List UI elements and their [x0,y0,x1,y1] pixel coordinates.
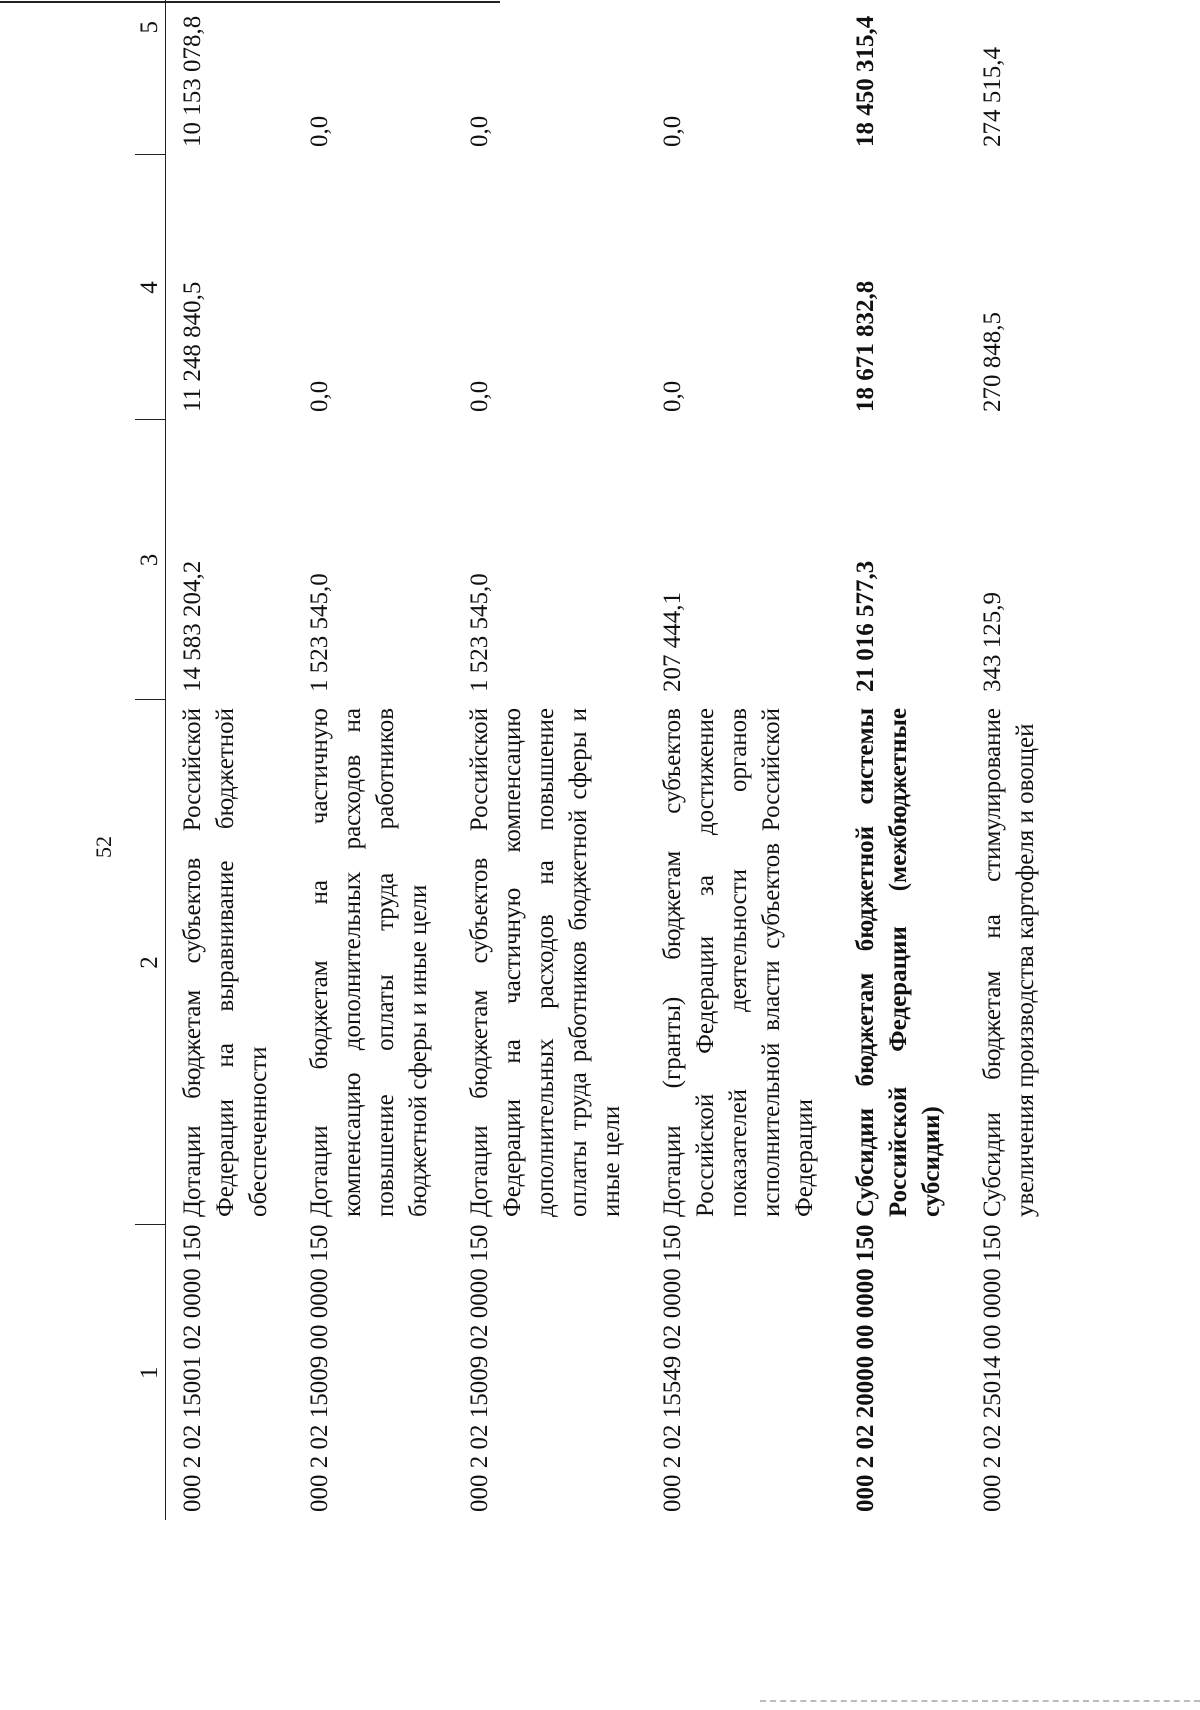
description-cell: Дотации бюджетам субъектов Российской Федерации на выравнивание бюджетной обеспеченности [179,708,272,1217]
budget-table [135,0,1060,1520]
code-cell: 000 2 02 15009 00 0000 150 [306,1224,333,1512]
value-col5-cell: 274 515,4 [979,47,1006,147]
column-header-4: 4 [135,155,166,420]
rotated-page-content [135,0,1175,1520]
value-col4-cell: 18 671 832,8 [852,280,879,412]
column-header-1: 1 [135,1225,166,1520]
value-col4-cell: 0,0 [306,380,333,412]
value-col3-cell: 14 583 204,2 [179,560,206,692]
description-cell: Дотации бюджетам на частичную компенсацию дополнительных расходов на повышение оплаты труда работников бюджетной сферы и иные цели [306,708,432,1217]
column-header-5: 5 [135,0,166,155]
header-row [135,0,166,1520]
page-number: 52 [91,836,116,858]
value-col5-cell: 0,0 [466,115,493,147]
value-col4-cell: 270 848,5 [979,312,1006,412]
value-col5-cell: 0,0 [659,115,686,147]
description-cell: Субсидии бюджетам бюджетной системы Российской Федерации (межбюджетные субсидии) [852,708,945,1217]
value-col3-cell: 207 444,1 [659,592,686,692]
table-row [839,0,966,1520]
column-header-2: 2 [135,700,166,1225]
scan-bottom-dashes [760,1700,1200,1702]
value-col3-cell: 1 523 545,0 [466,573,493,692]
value-col4-cell: 0,0 [466,380,493,412]
value-col4-cell: 11 248 840,5 [179,281,206,412]
column-header-3: 3 [135,420,166,700]
code-cell: 000 2 02 20000 00 0000 150 [852,1224,879,1512]
description-cell: Дотации (гранты) бюджетам субъектов Российской Федерации за достижение показателей деятельности органов исполнительной власти субъектов Российской Федерации [659,708,818,1217]
code-cell: 000 2 02 25014 00 0000 150 [979,1224,1006,1512]
code-cell: 000 2 02 15549 02 0000 150 [659,1224,686,1512]
table-row [293,0,453,1520]
value-col3-cell: 21 016 577,3 [852,560,879,692]
description-cell: Субсидии бюджетам на стимулирование увеличения производства картофеля и овощей [979,708,1039,1217]
value-col3-cell: 1 523 545,0 [306,573,333,692]
description-cell: Дотации бюджетам субъектов Российской Федерации на частичную компенсацию дополнительных расходов на повышение оплаты труда работников бюджетной сферы и иные цели [466,708,625,1217]
table-row [453,0,646,1520]
value-col5-cell: 18 450 315,4 [852,15,879,147]
value-col4-cell: 0,0 [659,380,686,412]
table-row [166,0,294,1520]
table-row [966,0,1060,1520]
value-col5-cell: 0,0 [306,115,333,147]
code-cell: 000 2 02 15009 02 0000 150 [466,1224,493,1512]
value-col5-cell: 10 153 078,8 [179,15,206,147]
code-cell: 000 2 02 15001 02 0000 150 [179,1224,206,1512]
value-col3-cell: 343 125,9 [979,592,1006,692]
table-row [646,0,839,1520]
